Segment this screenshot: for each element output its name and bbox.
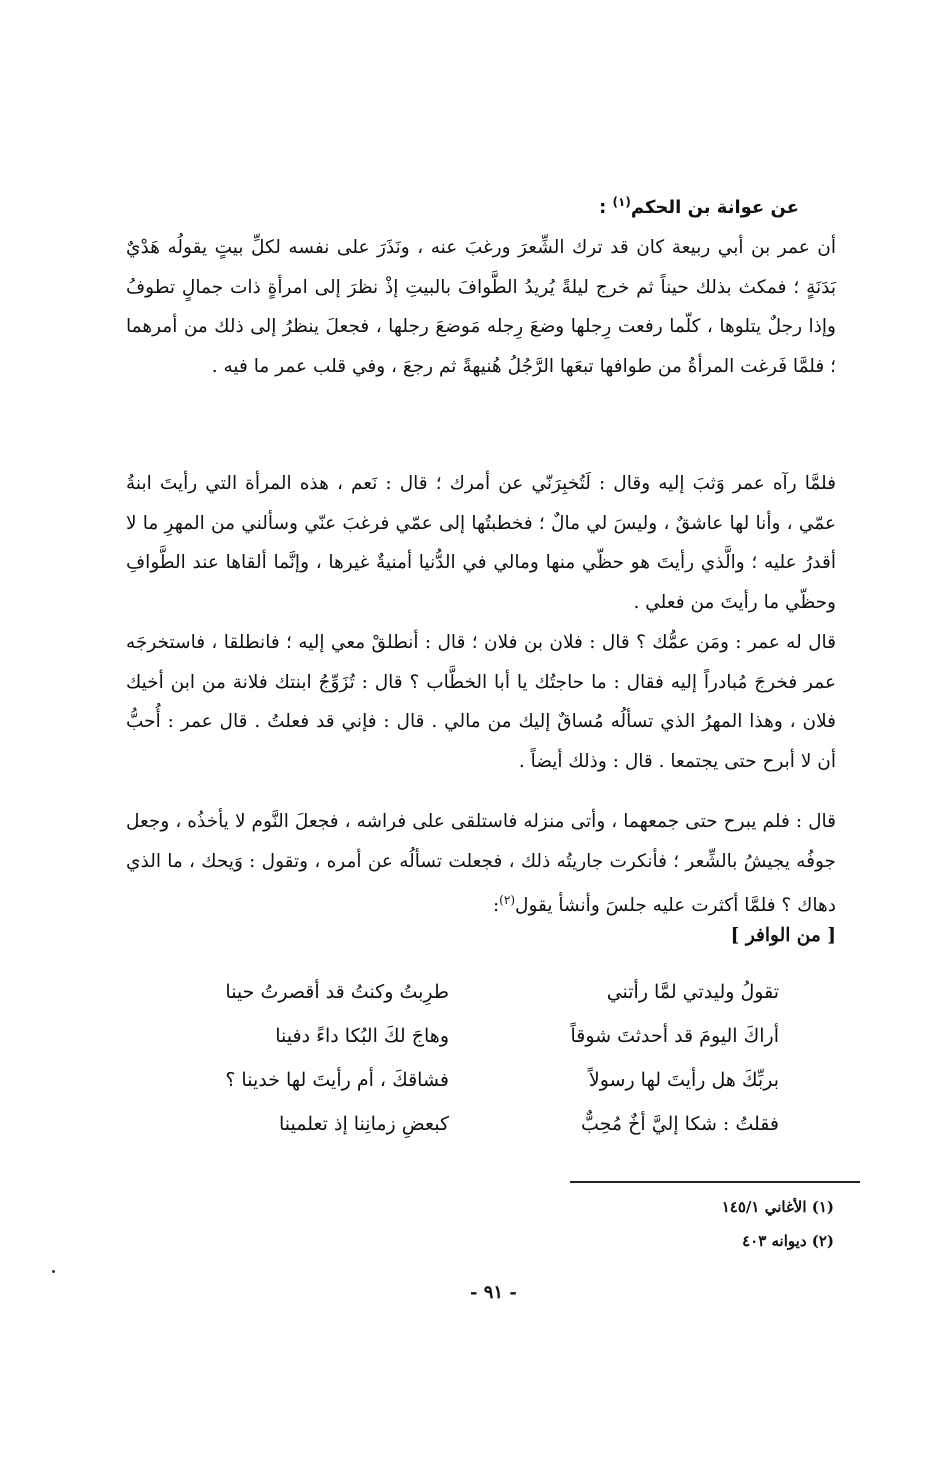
poem-verse-1 [179,970,779,1014]
scan-speck [52,1270,55,1273]
paragraph-4-footnote-mark: (٢) [499,893,515,907]
verse-first-hemistich: تقولُ وليدتي لمَّا رأتني [606,981,779,1003]
verse-first-hemistich: أراكَ اليومَ قد أحدثتَ شوقاً [570,1025,779,1047]
footnotes [722,1190,834,1258]
paragraph-4-colon: : [492,895,500,917]
paragraph-4-text: قال : فلم يبرح حتى جمعهما ، وأتى منزله فاستلقى على فراشه ، فجعلَ النَّوم لا يأخذُه ، وجعل جوفُه يجيشُ بالشِّعر ؛ فأنكرت جاريتُه ذلك ، فجعلت تسألُه عن أمره ، وتقول : وَيحك ، ما الذي دهاك ؟ فلمَّا أكثرت عليه جلسَ وأنشأ يقول [126,811,836,917]
verse-second-hemistich: وهاجَ لكَ البُكا داءً دفينا [275,1025,449,1047]
verse-second-hemistich: فشاقكَ ، أم رأيتَ لها خدينا ؟ [225,1069,449,1091]
section-heading [599,195,799,218]
verse-second-hemistich: كبعضِ زمانِنا إذ تعلمينا [278,1113,449,1135]
poem-meter-label: [ من الوافر ] [730,925,836,946]
footnote-2: (٢) ديوانه ٤٠٣ [742,1232,834,1250]
heading-footnote-mark: (١) [612,195,631,209]
verse-first-hemistich: بربِّكَ هل رأيتَ لها رسولاً [588,1069,779,1091]
verse-first-hemistich: فقلتُ : شكا إليَّ أخٌ مُحِبٌّ [581,1113,779,1135]
poem-verse-4 [179,1102,779,1146]
heading-text: عن عوانة بن الحكم [630,197,799,218]
heading-colon: : [599,197,613,218]
paragraph-1: أن عمر بن أبي ربيعة كان قد ترك الشِّعرَ ورغبَ عنه ، ونَذَرَ على نفسه لكلِّ بيتٍ يقولُه هَدْيٌ بَدَنَةٍ ؛ فمكث بذلك حيناً ثم خرج ليلةً يُريدُ الطَّوافَ بالبيتِ إذْ نظرَ إلى امرأةٍ ذات جمالٍ تطوفُ وإذا رجلٌ يتلوها ، كلّما رفعت رِجلها وضعَ رِجله مَوضعَ رجلها ، فجعلَ ينظرُ إلى ذلك من أمرهما ؛ فلمَّا فَرغت المرأةُ من طوافها تبعَها الرَّجُلُ هُنيهةً ثم رجعَ ، وفي قلب عمر ما فيه . [126,237,836,377]
footnote-1: (١) الأغاني ١٤٥/١ [721,1198,834,1216]
poem-verse-3 [179,1058,779,1102]
paragraph-4 [126,802,836,926]
poem-verse-2 [179,1014,779,1058]
paragraph-3: قال له عمر : ومَن عمُّك ؟ قال : فلان بن فلان ؛ قال : أنطلقْ معي إليه ؛ فانطلقا ، فاستخرجَه عمر فخرجَ مُبادراً إليه فقال : ما حاجتُك يا أبا الخطَّاب ؟ قال : تُزَوِّجُ ابنتك فلانة من ابن أخيك فلان ، وهذا المهرُ الذي تسألُه مُساقٌ إليك من مالي . قال : فإني قد فعلتُ . قال عمر : أُحبُّ أن لا أبرح حتى يجتمعا . قال : وذلك أيضاً . [126,632,836,772]
page-number: - ٩١ - [470,1282,517,1303]
poem [179,970,779,1146]
verse-second-hemistich: طرِبتُ وكنتُ قد أقصرتُ حينا [225,981,449,1003]
footnote-divider [570,1181,860,1183]
paragraph-2: فلمَّا رآه عمر وَثبَ إليه وقال : لَتُخبِرَنّي عن أمرك ؛ قال : نَعم ، هذه المرأة التي رأيتَ ابنةُ عمّي ، وأنا لها عاشقٌ ، وليسَ لي مالٌ ؛ فخطبتُها إلى عمّي فرغبَ عنّي وسألني من المهرِ ما لا أقدرُ عليه ؛ والَّذي رأيتَ هو حظّي منها ومالي في الدُّنيا أمنيةٌ غيرها ، وإنَّما ألقاها عند الطَّوافِ وحظّي ما رأيتَ من فعلي . [126,473,836,613]
